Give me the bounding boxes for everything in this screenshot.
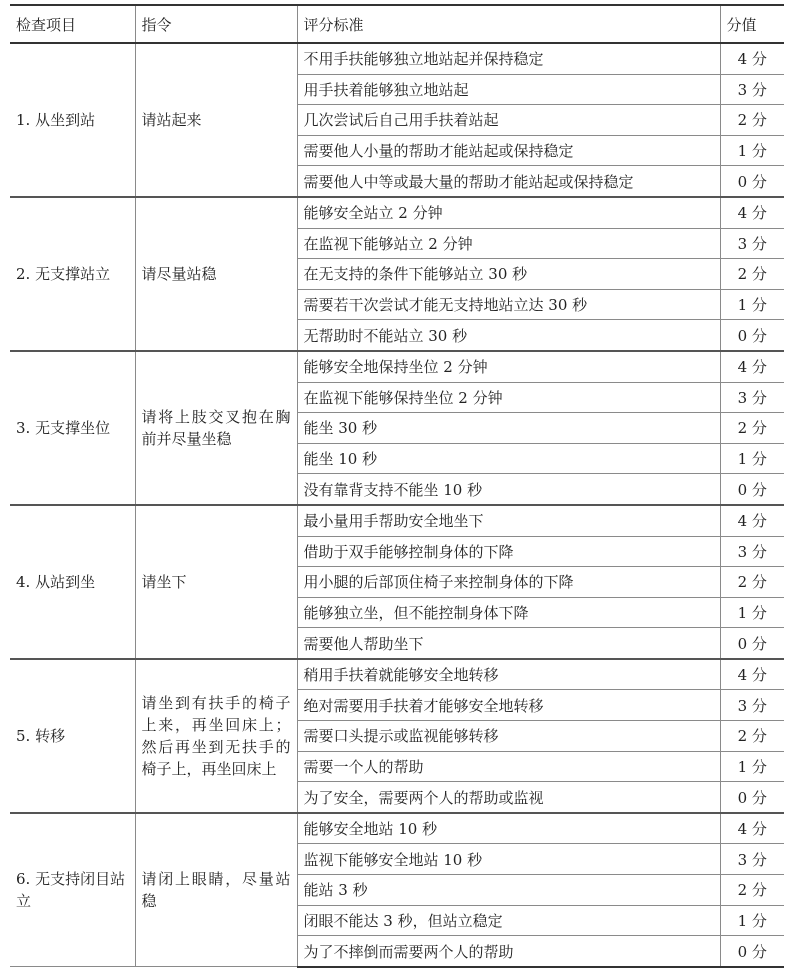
score-cell: 2 分 [720,413,784,444]
criteria-cell: 需要口头提示或监视能够转移 [297,721,720,752]
score-cell: 3 分 [720,228,784,259]
table-row [10,813,784,844]
instruction-cell: 请将上肢交叉抱在胸前并尽量坐稳 [135,351,297,505]
score-cell: 1 分 [720,751,784,782]
criteria-cell: 无帮助时不能站立 30 秒 [297,320,720,351]
criteria-cell: 能够独立坐，但不能控制身体下降 [297,597,720,628]
instruction-cell: 请闭上眼睛，尽量站稳 [135,813,297,967]
criteria-cell: 能够安全地站 10 秒 [297,813,720,844]
criteria-cell: 借助于双手能够控制身体的下降 [297,536,720,567]
criteria-cell: 不用手扶能够独立地站起并保持稳定 [297,43,720,74]
header-instruction: 指令 [135,5,297,43]
criteria-cell: 能够安全站立 2 分钟 [297,197,720,228]
item-cell: 1. 从坐到站 [10,43,135,197]
criteria-cell: 为了不摔倒而需要两个人的帮助 [297,936,720,967]
score-cell: 3 分 [720,382,784,413]
item-cell: 4. 从站到坐 [10,505,135,659]
criteria-cell: 需要一个人的帮助 [297,751,720,782]
score-cell: 2 分 [720,259,784,290]
score-cell: 0 分 [720,320,784,351]
score-cell: 2 分 [720,721,784,752]
table-row [10,659,784,690]
table-row [10,351,784,382]
criteria-cell: 需要他人中等或最大量的帮助才能站起或保持稳定 [297,166,720,197]
score-cell: 0 分 [720,166,784,197]
criteria-cell: 最小量用手帮助安全地坐下 [297,505,720,536]
criteria-cell: 需要他人帮助坐下 [297,628,720,659]
item-cell: 2. 无支撑站立 [10,197,135,351]
score-cell: 1 分 [720,905,784,936]
score-cell: 4 分 [720,43,784,74]
table-row [10,43,784,74]
score-cell: 4 分 [720,659,784,690]
table-row [10,505,784,536]
score-cell: 3 分 [720,74,784,105]
item-cell: 6. 无支持闭目站立 [10,813,135,967]
score-cell: 0 分 [720,782,784,813]
score-cell: 4 分 [720,813,784,844]
criteria-cell: 在无支持的条件下能够站立 30 秒 [297,259,720,290]
score-cell: 4 分 [720,505,784,536]
score-cell: 4 分 [720,351,784,382]
item-cell: 3. 无支撑坐位 [10,351,135,505]
criteria-cell: 能够安全地保持坐位 2 分钟 [297,351,720,382]
score-cell: 3 分 [720,844,784,875]
instruction-cell: 请坐下 [135,505,297,659]
score-cell: 3 分 [720,690,784,721]
instruction-cell: 请尽量站稳 [135,197,297,351]
score-cell: 3 分 [720,536,784,567]
item-cell: 5. 转移 [10,659,135,813]
score-cell: 1 分 [720,289,784,320]
criteria-cell: 能站 3 秒 [297,875,720,906]
header-score: 分值 [720,5,784,43]
header-criteria: 评分标准 [297,5,720,43]
assessment-table [10,4,784,968]
criteria-cell: 用小腿的后部顶住椅子来控制身体的下降 [297,567,720,598]
criteria-cell: 绝对需要用手扶着才能够安全地转移 [297,690,720,721]
criteria-cell: 能坐 10 秒 [297,443,720,474]
criteria-cell: 为了安全，需要两个人的帮助或监视 [297,782,720,813]
criteria-cell: 需要他人小量的帮助才能站起或保持稳定 [297,135,720,166]
score-cell: 0 分 [720,628,784,659]
score-cell: 1 分 [720,597,784,628]
criteria-cell: 用手扶着能够独立地站起 [297,74,720,105]
score-cell: 1 分 [720,443,784,474]
criteria-cell: 闭眼不能达 3 秒，但站立稳定 [297,905,720,936]
criteria-cell: 需要若干次尝试才能无支持地站立达 30 秒 [297,289,720,320]
header-item: 检查项目 [10,5,135,43]
criteria-cell: 监视下能够安全地站 10 秒 [297,844,720,875]
score-cell: 2 分 [720,875,784,906]
score-cell: 2 分 [720,105,784,136]
score-cell: 0 分 [720,936,784,967]
score-cell: 0 分 [720,474,784,505]
table-header-row [10,5,784,43]
score-cell: 2 分 [720,567,784,598]
score-cell: 4 分 [720,197,784,228]
criteria-cell: 没有靠背支持不能坐 10 秒 [297,474,720,505]
criteria-cell: 稍用手扶着就能够安全地转移 [297,659,720,690]
table-row [10,197,784,228]
criteria-cell: 在监视下能够站立 2 分钟 [297,228,720,259]
instruction-cell: 请坐到有扶手的椅子上来，再坐回床上；然后再坐到无扶手的椅子上，再坐回床上 [135,659,297,813]
criteria-cell: 能坐 30 秒 [297,413,720,444]
criteria-cell: 在监视下能够保持坐位 2 分钟 [297,382,720,413]
score-cell: 1 分 [720,135,784,166]
instruction-cell: 请站起来 [135,43,297,197]
criteria-cell: 几次尝试后自己用手扶着站起 [297,105,720,136]
